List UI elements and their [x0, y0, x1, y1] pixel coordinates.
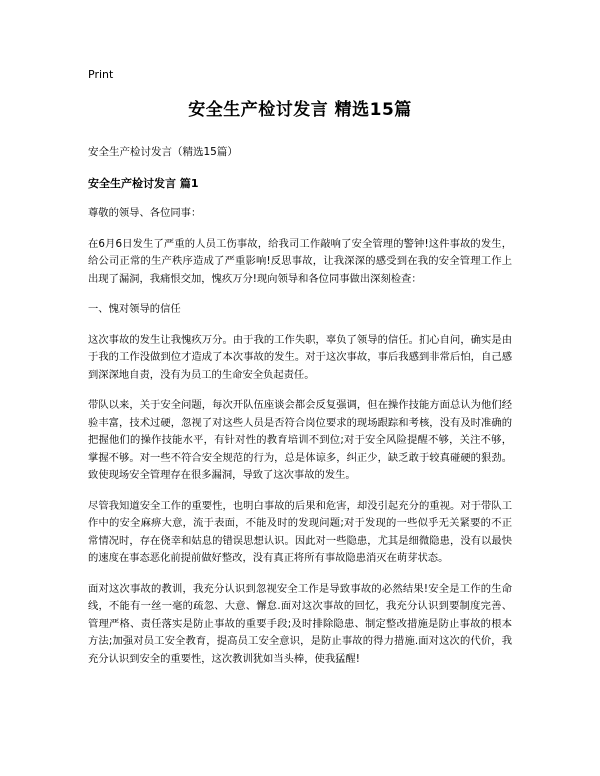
paragraph-salutation: 尊敬的领导、各位同事：: [88, 207, 202, 219]
paragraph-body-2: 带队以来，关于安全问题，每次开队伍座谈会都会反复强调，但在操作技能方面总认为他们经验丰富，技术过硬，忽视了对这些人员是否符合岗位要求的现场跟踪和考核，没有及时准确的把握他们的操作技能水平，有针对性的教育培训不到位;对于安全风险提醒不够，关注不够，掌握不够。对一些不符合安全规范的行为，总是体谅多，纠正少，缺乏敢于较真碰硬的狠劲。致使现场安全管理存在很多漏洞，导致了这次事故的发生。: [88, 399, 512, 481]
document-subtitle: 安全生产检讨发言（精选15篇）: [88, 146, 238, 158]
section-heading: 安全生产检讨发言 篇1: [88, 177, 199, 190]
paragraph-subsection-1: 一、愧对领导的信任: [88, 303, 181, 315]
paragraph-body-1: 这次事故的发生让我愧疚万分。由于我的工作失职，辜负了领导的信任。扪心自问，确实是由于我的工作没做到位才造成了本次事故的发生。对于这次事故，事后我感到非常后怕，自己感到深深地自责，没有为员工的生命安全负起责任。: [88, 333, 512, 381]
print-label: Print: [88, 68, 114, 81]
page-title: 安全生产检讨发言 精选15篇: [188, 100, 412, 120]
paragraph-body-3: 尽管我知道安全工作的重要性，也明白事故的后果和危害，却没引起充分的重视。对于带队工作中的安全麻痹大意，流于表面，不能及时的发现问题;对于发现的一些似乎无关紧要的不正常情况时，存在侥幸和姑息的错误思想认识。因此对一些隐患，尤其是细微隐患，没有以最快的速度在事态恶化前提前做好整改，没有真正将所有事故隐患消灭在萌芽状态。: [88, 499, 512, 564]
document-body: [88, 0, 512, 668]
paragraph-intro: 在6月6日发生了严重的人员工伤事故，给我司工作敲响了安全管理的警钟!这件事故的发生，给公司正常的生产秩序造成了严重影响!反思事故，让我深深的感受到在我的安全管理工作上出现了漏洞，我痛恨交加，愧疚万分!现向领导和各位同事做出深刻检查：: [88, 237, 512, 285]
paragraph-body-4: 面对这次事故的教训，我充分认识到忽视安全工作是导致事故的必然结果!安全是工作的生命线，不能有一丝一毫的疏忽、大意、懈怠.面对这次事故的回忆，我充分认识到要制度完善、管理严格、责任落实是防止事故的重要手段;及时排除隐患、制定整改措施是防止事故的根本方法;加强对员工安全教育，提高员工安全意识，是防止事故的得力措施.面对这次的代价，我充分认识到安全的重要性，这次教训犹如当头棒，使我猛醒!: [88, 582, 512, 665]
